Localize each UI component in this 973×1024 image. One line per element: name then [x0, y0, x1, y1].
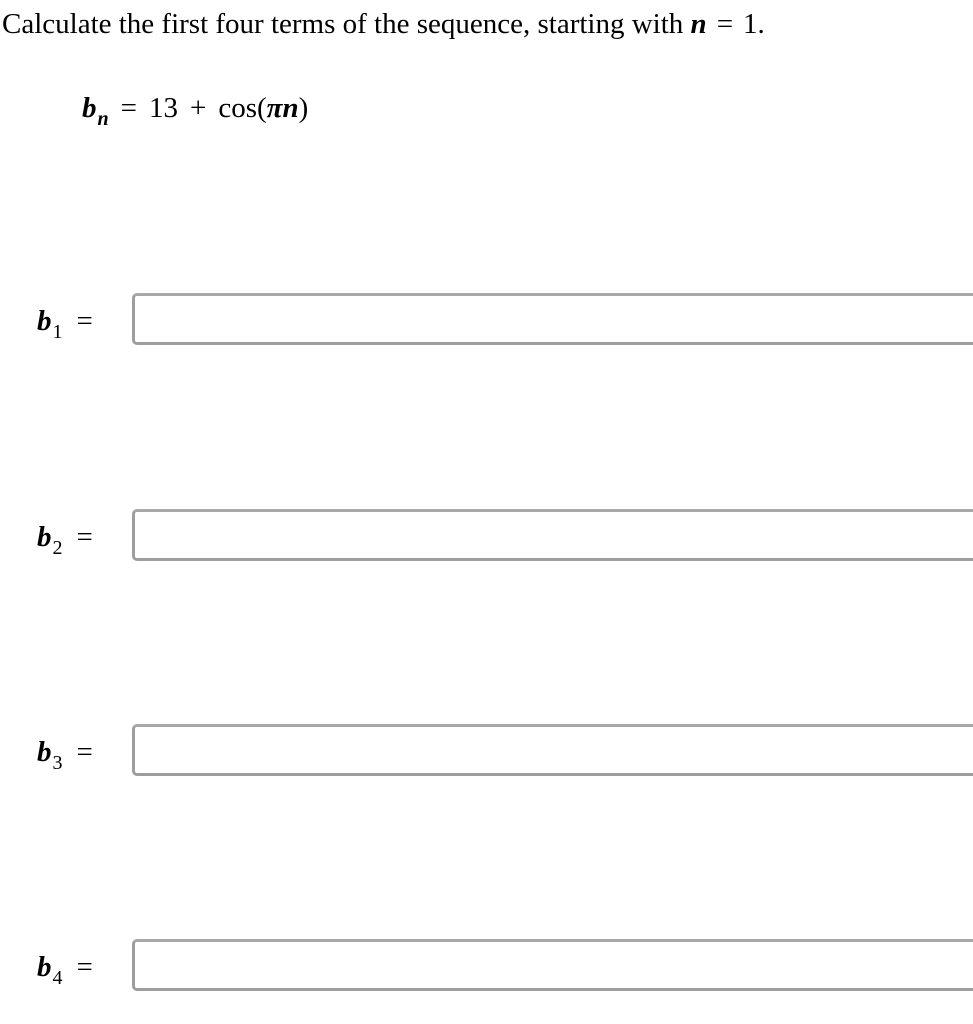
formula-plus: +	[189, 92, 207, 124]
formula-func-close: )	[298, 92, 309, 124]
answer-row-b4	[0, 939, 973, 997]
answer-input-b3[interactable]	[132, 724, 973, 776]
answer-equals: =	[76, 521, 93, 553]
prompt-text: Calculate the first four terms of the sequence, starting with	[2, 8, 684, 40]
answer-label-b4	[37, 947, 93, 990]
answer-var: b	[37, 736, 52, 768]
answer-row-b1	[0, 293, 973, 351]
answer-input-b4[interactable]	[132, 939, 973, 991]
answer-label-b2	[37, 517, 93, 560]
answer-sub: 2	[52, 537, 63, 559]
answer-label-b1	[37, 301, 93, 344]
answer-var: b	[37, 951, 52, 983]
formula-constant: 13	[148, 92, 178, 124]
answer-equals: =	[76, 305, 93, 337]
formula-equals: =	[120, 92, 137, 124]
prompt-value: 1.	[743, 8, 765, 40]
formula-inner-var: n	[282, 92, 299, 124]
answer-label-b3	[37, 732, 93, 775]
answer-var: b	[37, 305, 52, 337]
answer-var: b	[37, 521, 52, 553]
answer-sub: 3	[52, 752, 63, 774]
answer-equals: =	[76, 736, 93, 768]
question-prompt	[2, 4, 765, 44]
formula-func-open: cos(	[218, 92, 267, 124]
formula-lhs-var: b	[82, 92, 97, 124]
answer-equals: =	[76, 951, 93, 983]
answer-sub: 4	[52, 967, 63, 989]
formula-pi: π	[266, 92, 283, 124]
answer-row-b3	[0, 724, 973, 782]
formula-lhs-sub: n	[97, 108, 109, 130]
answer-row-b2	[0, 509, 973, 567]
answer-input-b1[interactable]	[132, 293, 973, 345]
prompt-equals: =	[716, 8, 734, 40]
prompt-variable: n	[690, 8, 707, 40]
answer-input-b2[interactable]	[132, 509, 973, 561]
answer-sub: 1	[52, 321, 63, 343]
sequence-formula	[82, 88, 308, 131]
